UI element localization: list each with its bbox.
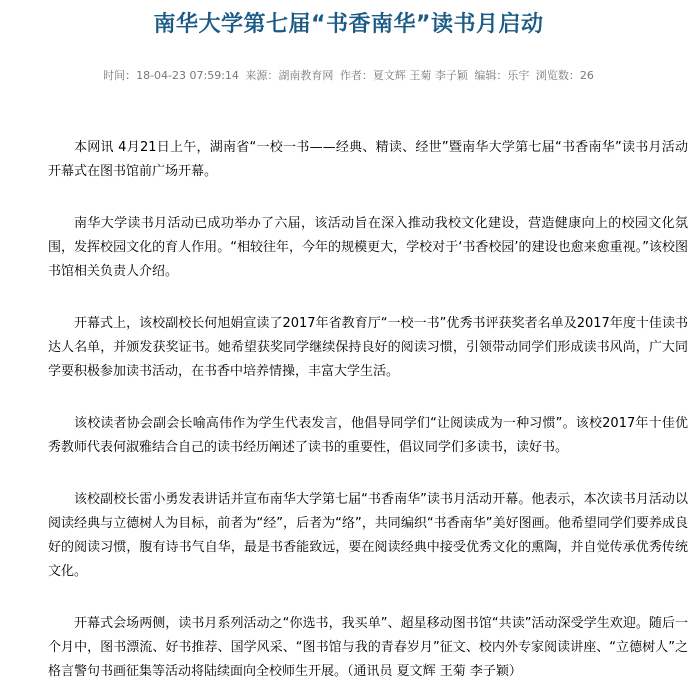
- article-editor: 编辑：乐宇: [474, 69, 530, 82]
- article-paragraph: 南华大学读书月活动已成功举办了六届，该活动旨在深入推动我校文化建设，营造健康向上的校园文化氛围，发挥校园文化的育人作用。“相较往年，今年的规模更大，学校对于‘书香校园’的建设也愈来愈重视。”该校图书馆相关负责人介绍。: [48, 216, 688, 279]
- article-paragraph: 开幕式上，该校副校长何旭娟宣读了2017年省教育厅“一校一书”优秀书评获奖者名单及2017年度十佳读书达人名单，并颁发获奖证书。她希望获奖同学继续保持良好的阅读习惯，引领带动同学们形成读书风尚，广大同学要积极参加读书活动，在书香中培养情操，丰富大学生活。: [48, 316, 688, 379]
- article-body: [48, 136, 688, 684]
- article-paragraph: 该校副校长雷小勇发表讲话并宣布南华大学第七届“书香南华”读书月活动开幕。他表示，本次读书月活动以阅读经典与立德树人为目标，前者为“经”，后者为“络”，共同编织“书香南华”美好图画。他希望同学们要养成良好的阅读习惯，腹有诗书气自华，最是书香能致远，要在阅读经典中接受优秀文化的熏陶，并自觉传承优秀传统文化。: [48, 492, 688, 579]
- article-meta: [0, 68, 697, 84]
- article-paragraph: 开幕式会场两侧，读书月系列活动之“你选书，我买单”、超星移动图书馆“共读”活动深受学生欢迎。随后一个月中，图书漂流、好书推荐、国学风采、“图书馆与我的青春岁月”征文、校内外专家阅读讲座、“立德树人”之格言警句书画征集等活动将陆续面向全校师生开展。（通讯员 夏文辉 王菊 李子颖）: [48, 616, 688, 679]
- article-paragraph: 该校读者协会副会长喻高伟作为学生代表发言，他倡导同学们“让阅读成为一种习惯”。该校2017年十佳优秀教师代表何淑雅结合自己的读书经历阐述了读书的重要性，倡议同学们多读书，读好书。: [48, 416, 688, 455]
- article-author: 作者：夏文辉 王菊 李子颖: [339, 69, 468, 82]
- article-source: 来源：湖南教育网: [245, 69, 334, 82]
- publish-time: 时间：18-04-23 07:59:14: [103, 69, 239, 82]
- article-title: 南华大学第七届“书香南华”读书月启动: [153, 12, 544, 37]
- article-paragraph: 本网讯 4月21日上午，湖南省“一校一书——经典、精读、经世”暨南华大学第七届“书香南华”读书月活动开幕式在图书馆前广场开幕。: [48, 140, 688, 179]
- view-count: 浏览数：26: [535, 69, 594, 82]
